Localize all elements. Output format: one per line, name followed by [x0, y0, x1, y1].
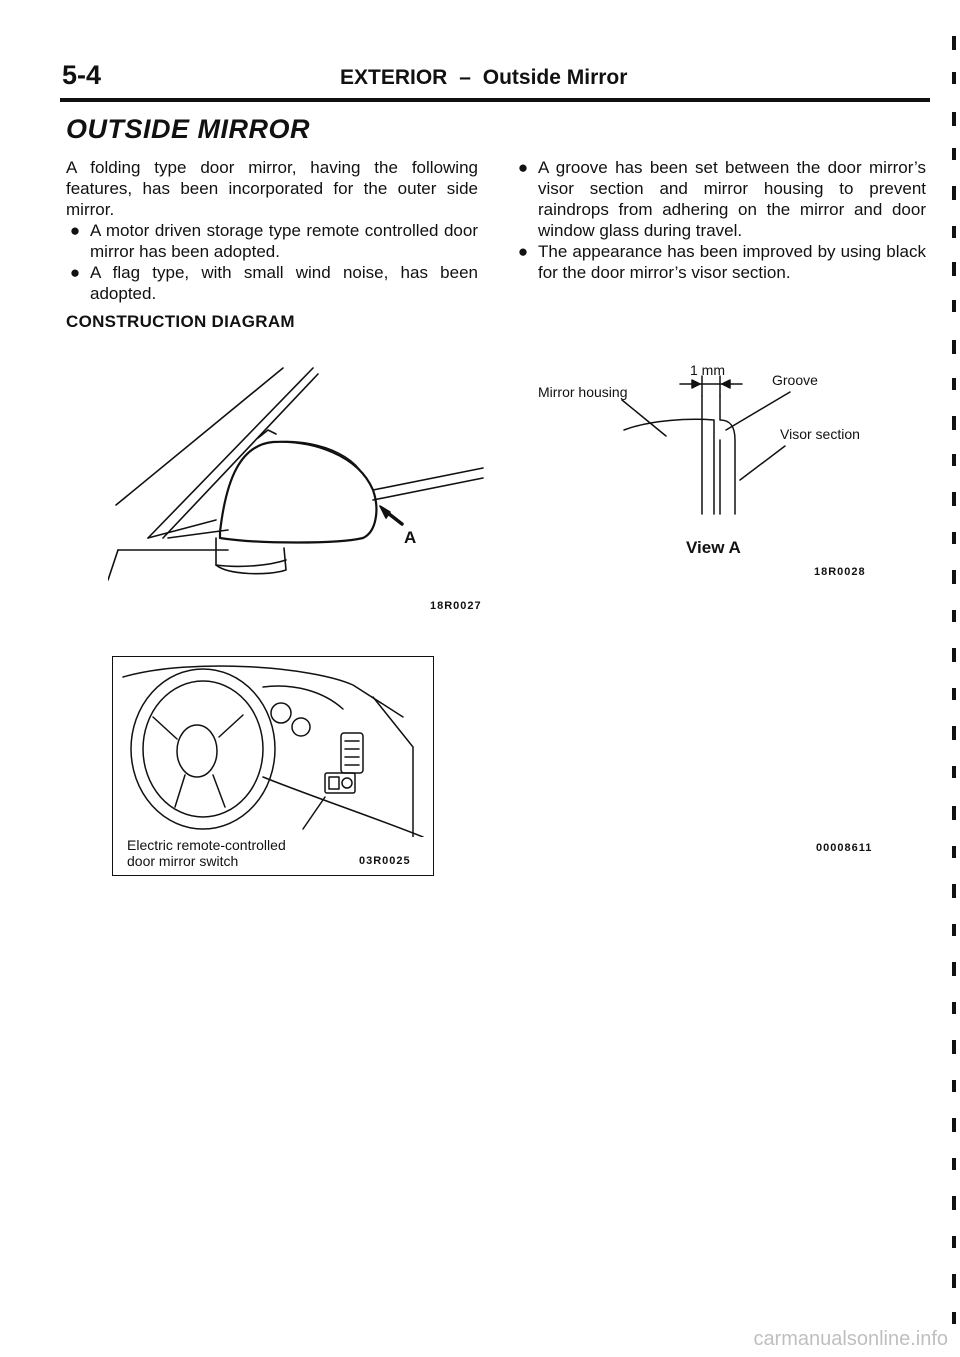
outside-mirror-drawing	[108, 360, 488, 590]
list-item-text: A motor driven storage type remote controlled door mirror has been adopted.	[90, 221, 478, 261]
list-item-text: A groove has been set between the door mirror’s visor section and mirror housing to prevent raindrops from adhering on the mirror and door window glass during travel.	[538, 158, 926, 240]
dimension-label: 1 mm	[690, 362, 725, 378]
bullet-icon: ●	[517, 158, 529, 177]
running-head-prefix: EXTERIOR	[340, 66, 448, 89]
bullet-icon: ●	[69, 221, 81, 240]
feature-list-right	[514, 157, 926, 283]
switch-label-line1: Electric remote-controlled	[127, 837, 286, 853]
header-rule	[60, 98, 930, 102]
list-item	[66, 262, 478, 304]
list-item-text: A flag type, with small wind noise, has been adopted.	[90, 263, 478, 303]
feature-list-left	[66, 220, 478, 304]
construction-diagram-heading: CONSTRUCTION DIAGRAM	[66, 312, 295, 331]
running-head	[340, 66, 627, 90]
list-item	[514, 157, 926, 241]
watermark: carmanualsonline.info	[753, 1328, 948, 1350]
groove-label: Groove	[772, 372, 818, 388]
switch-label-line2: door mirror switch	[127, 853, 239, 869]
switch-label	[127, 837, 286, 869]
visor-section-label: Visor section	[780, 426, 860, 442]
view-a-marker: A	[404, 528, 417, 547]
page-number: 5-4	[62, 60, 102, 90]
figure-code: 03R0025	[359, 855, 411, 867]
running-head-dash: –	[459, 66, 471, 89]
section-title: OUTSIDE MIRROR	[66, 114, 311, 144]
intro-paragraph: A folding type door mirror, having the following features, has been incorporated for the outer side mirror.	[66, 158, 478, 219]
figure-code: 00008611	[816, 842, 873, 854]
bullet-icon: ●	[517, 242, 529, 261]
view-a-figure	[530, 360, 890, 585]
mirror-housing-label: Mirror housing	[538, 384, 628, 400]
figure-code: 18R0027	[430, 600, 482, 612]
view-a-caption: View A	[686, 538, 741, 557]
dashboard-figure	[112, 656, 434, 876]
list-item-text: The appearance has been improved by using black for the door mirror’s visor section.	[538, 242, 926, 282]
bullet-icon: ●	[69, 263, 81, 282]
binding-marks	[940, 0, 960, 1357]
mirror-figure	[108, 360, 488, 625]
dashboard-drawing	[113, 657, 433, 837]
list-item	[514, 241, 926, 283]
running-head-suffix: Outside Mirror	[482, 66, 628, 89]
figure-code: 18R0028	[814, 566, 866, 578]
list-item	[66, 220, 478, 262]
